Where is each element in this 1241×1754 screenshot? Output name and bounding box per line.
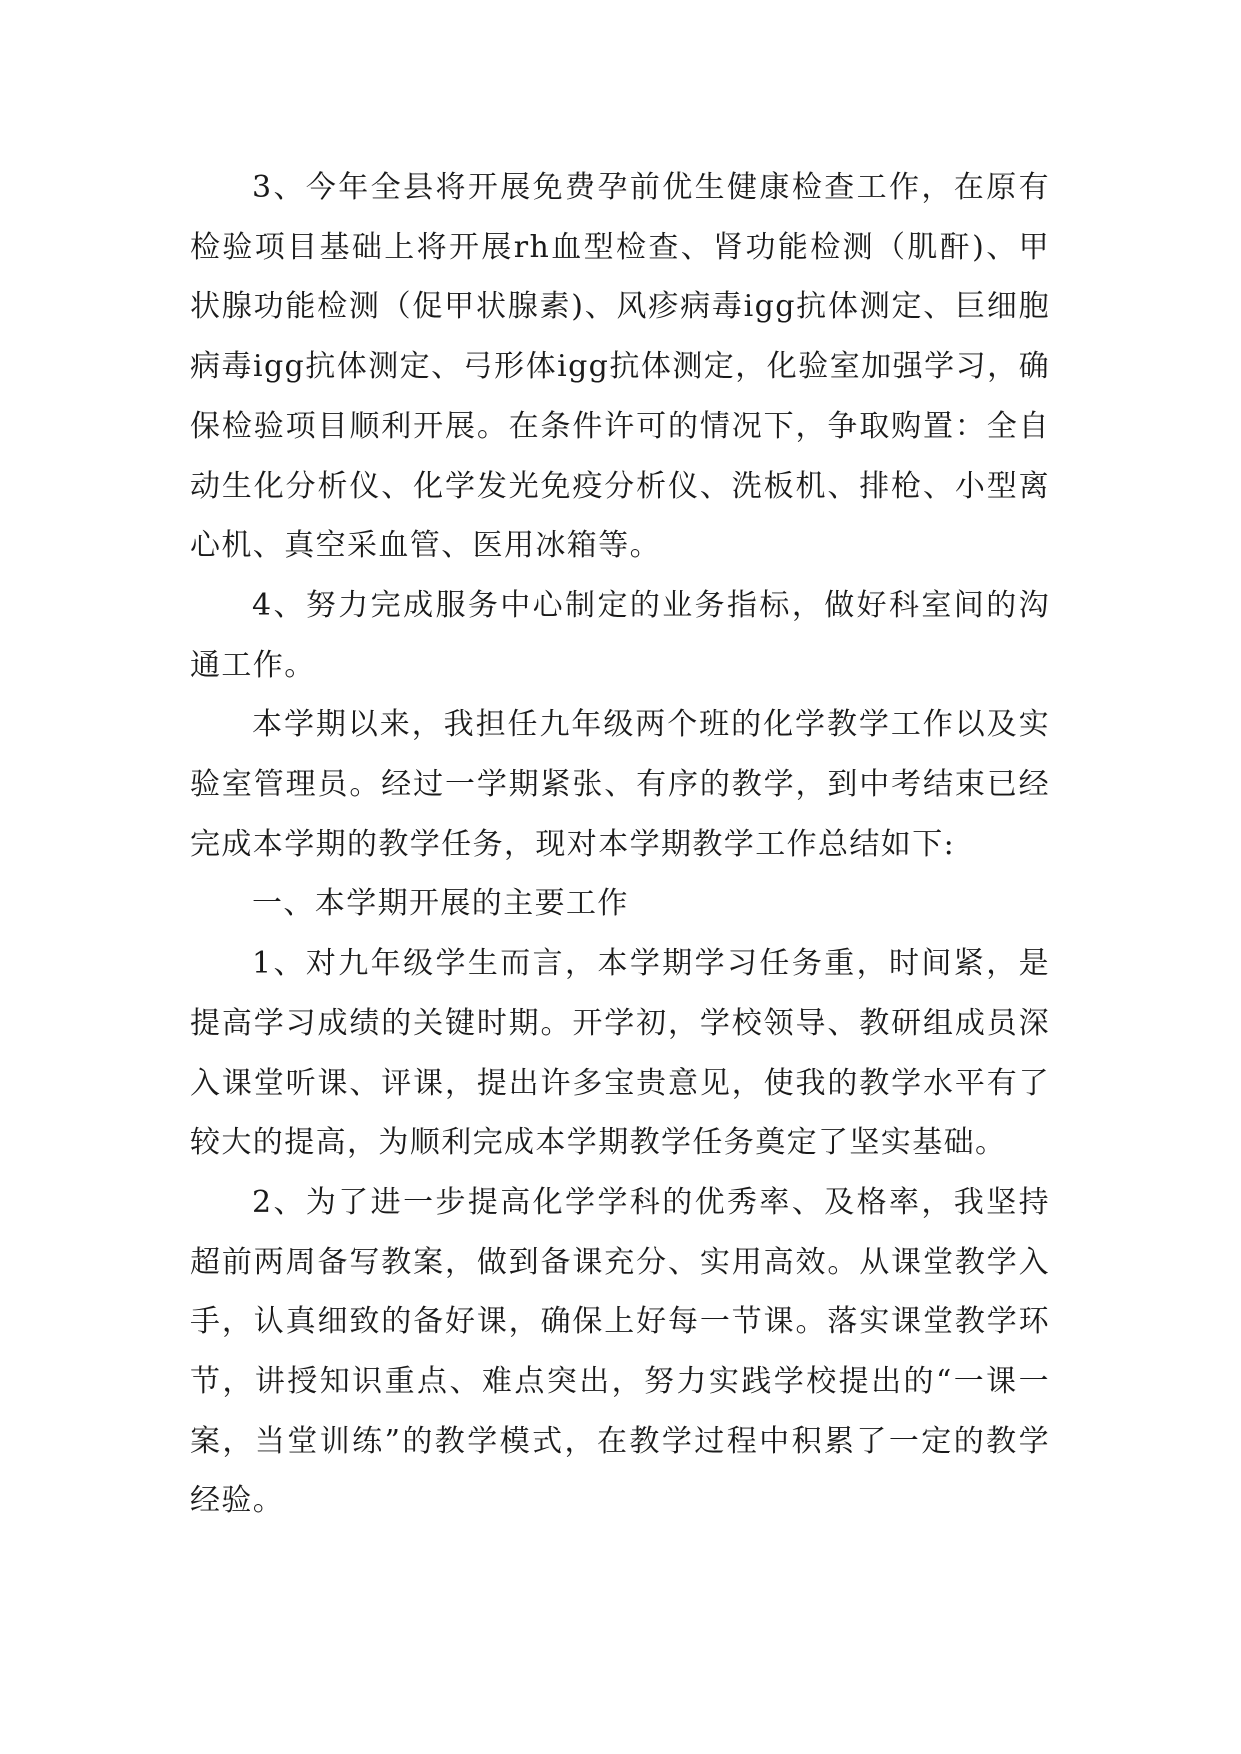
paragraph-item-1-students: 1、对九年级学生而言，本学期学习任务重，时间紧，是提高学习成绩的关键时期。开学初，学校领导、教研组成员深入课堂听课、评课，提出许多宝贵意见，使我的教学水平有了较大的提高，为顺利完成本学期教学任务奠定了坚实基础。	[190, 946, 1050, 1161]
paragraph-item-4-targets: 4、努力完成服务中心制定的业务指标，做好科室间的沟通工作。	[190, 587, 1050, 683]
section-heading-main-work: 一、本学期开展的主要工作	[252, 886, 629, 922]
paragraph-item-2-lesson-prep: 2、为了进一步提高化学学科的优秀率、及格率，我坚持超前两周备写教案，做到备课充分、实用高效。从课堂教学入手，认真细致的备好课，确保上好每一节课。落实课堂教学环节，讲授知识重点、难点突出，努力实践学校提出的“一课一案，当堂训练”的教学模式，在教学过程中积累了一定的教学经验。	[190, 1184, 1050, 1519]
paragraph-item-3-exam-plan: 3、今年全县将开展免费孕前优生健康检查工作，在原有检验项目基础上将开展rh血型检查、肾功能检测（肌酐)、甲状腺功能检测（促甲状腺素)、风疹病毒igg抗体测定、巨细胞病毒igg抗体测定、弓形体igg抗体测定，化验室加强学习，确保检验项目顺利开展。在条件许可的情况下，争取购置：全自动生化分析仪、化学发光免疫分析仪、洗板机、排枪、小型离心机、真空采血管、医用冰箱等。	[190, 170, 1050, 564]
paragraph-semester-intro: 本学期以来，我担任九年级两个班的化学教学工作以及实验室管理员。经过一学期紧张、有序的教学，到中考结束已经完成本学期的教学任务，现对本学期教学工作总结如下:	[190, 707, 1050, 862]
document-body	[190, 158, 1050, 1531]
